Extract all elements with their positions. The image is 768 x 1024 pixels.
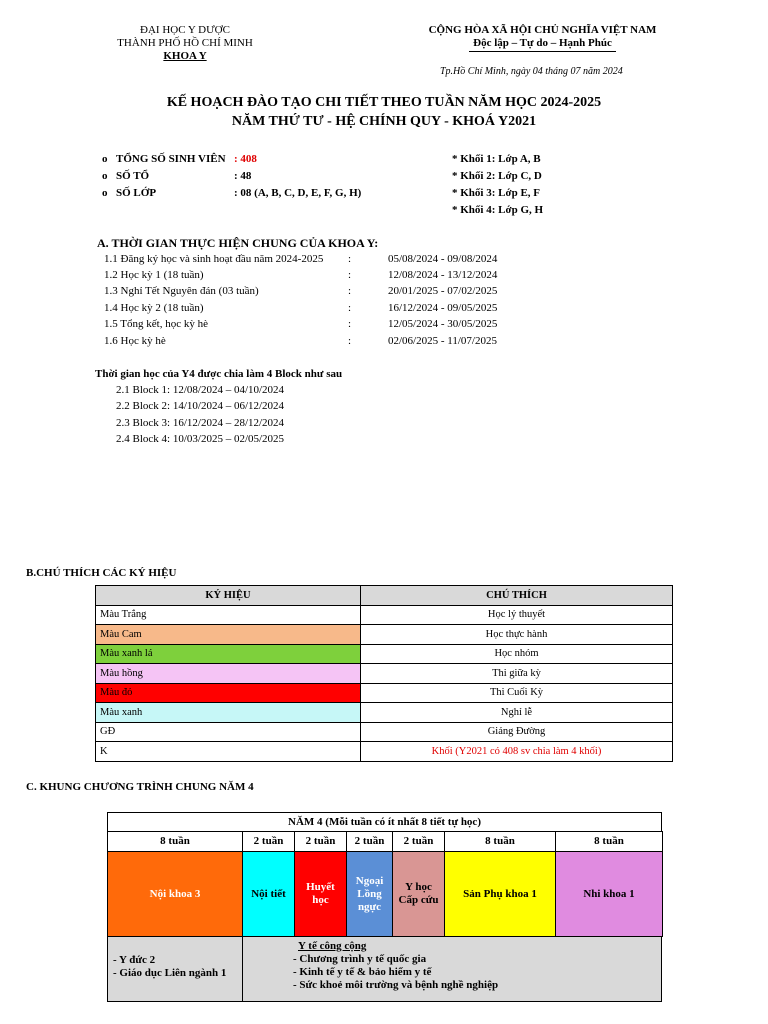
section-c-title: C. KHUNG CHƯƠNG TRÌNH CHUNG NĂM 4 [26, 781, 254, 793]
legend-symbol: K [96, 742, 361, 762]
legend-meaning: Giảng Đường [361, 722, 673, 742]
bullet: o [102, 170, 108, 182]
legend-symbol: Màu hồng [96, 664, 361, 684]
legend-meaning: Nghỉ lễ [361, 703, 673, 723]
legend-symbol: Màu Trắng [96, 605, 361, 625]
legend-body [96, 605, 673, 761]
schedule-dates: 12/08/2024 - 13/12/2024 [388, 269, 498, 281]
block-item: 2.2 Block 2: 14/10/2024 – 06/12/2024 [116, 400, 285, 412]
weeks-header: 2 tuần [294, 831, 347, 852]
summary-value: : 408 [234, 153, 257, 165]
bullet: o [102, 153, 108, 165]
subject-block: Huyết học [294, 851, 347, 937]
legend-row [96, 605, 673, 625]
schedule-text: 1.4 Học kỳ 2 (18 tuần) [104, 302, 204, 314]
national-motto: Độc lập – Tự do – Hạnh Phúc [469, 37, 616, 52]
legend-symbol: Màu xanh lá [96, 644, 361, 664]
khoi-4: * Khối 4: Lớp G, H [452, 204, 544, 216]
country-name: CỘNG HÒA XÃ HỘI CHỦ NGHĨA VIỆT NAM [428, 24, 657, 36]
subject-block: Ngoại Lồng ngực [346, 851, 393, 937]
course-item: - Y đức 2 [113, 954, 156, 966]
schedule-text: 1.2 Học kỳ 1 (18 tuần) [104, 269, 204, 281]
document-subtitle: NĂM THỨ TƯ - HỆ CHÍNH QUY - KHOÁ Y2021 [231, 114, 537, 129]
curriculum-title: NĂM 4 (Mỗi tuần có ít nhất 8 tiết tự học) [107, 812, 662, 832]
weeks-header: 8 tuần [555, 831, 663, 852]
legend-row [96, 664, 673, 684]
public-health-title: Y tế công cộng [298, 940, 367, 952]
city-name: THÀNH PHỐ HỒ CHÍ MINH [117, 37, 253, 49]
legend-meaning: Thi giữa kỳ [361, 664, 673, 684]
schedule-text: 1.6 Học kỳ hè [104, 335, 166, 347]
document-title: KẾ HOẠCH ĐÀO TẠO CHI TIẾT THEO TUẦN NĂM HỌC 2024-2025 [166, 95, 602, 110]
public-health-item: - Kinh tế y tế & bảo hiểm y tế [293, 966, 432, 978]
schedule-row [104, 269, 524, 285]
summary-label: TỔNG SỐ SINH VIÊN [116, 153, 226, 165]
public-health-item: - Chương trình y tế quốc gia [293, 953, 427, 965]
schedule-row [104, 285, 524, 301]
general-courses [107, 936, 243, 1002]
legend-row [96, 703, 673, 723]
weeks-header: 2 tuần [242, 831, 295, 852]
summary-item-groups [102, 170, 251, 182]
document-date: Tp.Hồ Chí Minh, ngày 04 tháng 07 năm 2024 [440, 66, 623, 77]
legend-row [96, 625, 673, 645]
block-item: 2.4 Block 4: 10/03/2025 – 02/05/2025 [116, 433, 285, 445]
legend-header-meaning: CHÚ THÍCH [361, 586, 673, 606]
legend-meaning: Học thực hành [361, 625, 673, 645]
legend-meaning: Khối (Y2021 có 408 sv chia làm 4 khối) [361, 742, 673, 762]
legend-table [95, 585, 673, 762]
subject-block: Nội tiết [242, 851, 295, 937]
schedule-dates: 20/01/2025 - 07/02/2025 [388, 285, 498, 297]
weeks-header: 2 tuần [346, 831, 393, 852]
national-header [420, 24, 665, 52]
weeks-header: 8 tuần [107, 831, 243, 852]
khoi-3: * Khối 3: Lớp E, F [452, 187, 540, 199]
schedule-colon: : [348, 335, 352, 347]
schedule-colon: : [348, 318, 352, 330]
summary-item-classes [102, 187, 361, 199]
schedule-row [104, 335, 524, 351]
summary-item-students [102, 153, 257, 165]
schedule-colon: : [348, 269, 352, 281]
section-b-title: B.CHÚ THÍCH CÁC KÝ HIỆU [26, 567, 177, 579]
weeks-header: 2 tuần [392, 831, 445, 852]
schedule-dates: 02/06/2025 - 11/07/2025 [388, 335, 497, 347]
summary-label: SỐ LỚP [116, 187, 157, 199]
schedule-text: 1.1 Đăng ký học và sinh hoạt đầu năm 2024-2025 [104, 253, 324, 265]
public-health-block [242, 936, 662, 1002]
legend-symbol: Màu xanh [96, 703, 361, 723]
subject-block: Sản Phụ khoa 1 [444, 851, 556, 937]
summary-value: : 08 (A, B, C, D, E, F, G, H) [234, 187, 362, 199]
legend-symbol: Màu Cam [96, 625, 361, 645]
block-item: 2.3 Block 3: 16/12/2024 – 28/12/2024 [116, 417, 285, 429]
legend-meaning: Học nhóm [361, 644, 673, 664]
weeks-header: 8 tuần [444, 831, 556, 852]
block-title: Thời gian học của Y4 được chia làm 4 Block như sau [95, 368, 343, 380]
legend-row [96, 683, 673, 703]
legend-meaning: Thi Cuối Kỳ [361, 683, 673, 703]
subject-block: Y học Cấp cứu [392, 851, 445, 937]
legend-row [96, 722, 673, 742]
subject-block: Nội khoa 3 [107, 851, 243, 937]
summary-label: SỐ TỔ [116, 170, 150, 182]
schedule-row [104, 302, 524, 318]
summary-value: : 48 [234, 170, 252, 182]
schedule-row [104, 253, 524, 269]
schedule-text: 1.5 Tổng kết, học kỳ hè [104, 318, 208, 330]
subject-block: Nhi khoa 1 [555, 851, 663, 937]
schedule-colon: : [348, 285, 352, 297]
section-a-title: A. THỜI GIAN THỰC HIỆN CHUNG CỦA KHOA Y: [97, 236, 379, 250]
schedule-dates: 05/08/2024 - 09/08/2024 [388, 253, 498, 265]
public-health-item: - Sức khoẻ môi trường và bệnh nghề nghiệp [293, 979, 499, 991]
legend-row [96, 742, 673, 762]
schedule-text: 1.3 Nghỉ Tết Nguyên đán (03 tuần) [104, 285, 259, 297]
faculty-name: KHOA Y [163, 50, 207, 62]
schedule-dates: 16/12/2024 - 09/05/2025 [388, 302, 498, 314]
legend-row [96, 644, 673, 664]
legend-meaning: Học lý thuyết [361, 605, 673, 625]
khoi-2: * Khối 2: Lớp C, D [452, 170, 542, 182]
khoi-1: * Khối 1: Lớp A, B [452, 153, 541, 165]
schedule-row [104, 318, 524, 334]
block-item: 2.1 Block 1: 12/08/2024 – 04/10/2024 [116, 384, 285, 396]
bullet: o [102, 187, 108, 199]
legend-symbol: Màu đỏ [96, 683, 361, 703]
course-item: - Giáo dục Liên ngành 1 [113, 967, 227, 979]
schedule-colon: : [348, 253, 352, 265]
legend-header-symbol: KÝ HIỆU [96, 586, 361, 606]
legend-symbol: GĐ [96, 722, 361, 742]
schedule-colon: : [348, 302, 352, 314]
schedule-dates: 12/05/2024 - 30/05/2025 [388, 318, 498, 330]
university-name: ĐẠI HỌC Y DƯỢC [140, 24, 230, 36]
institution-block [100, 24, 270, 63]
